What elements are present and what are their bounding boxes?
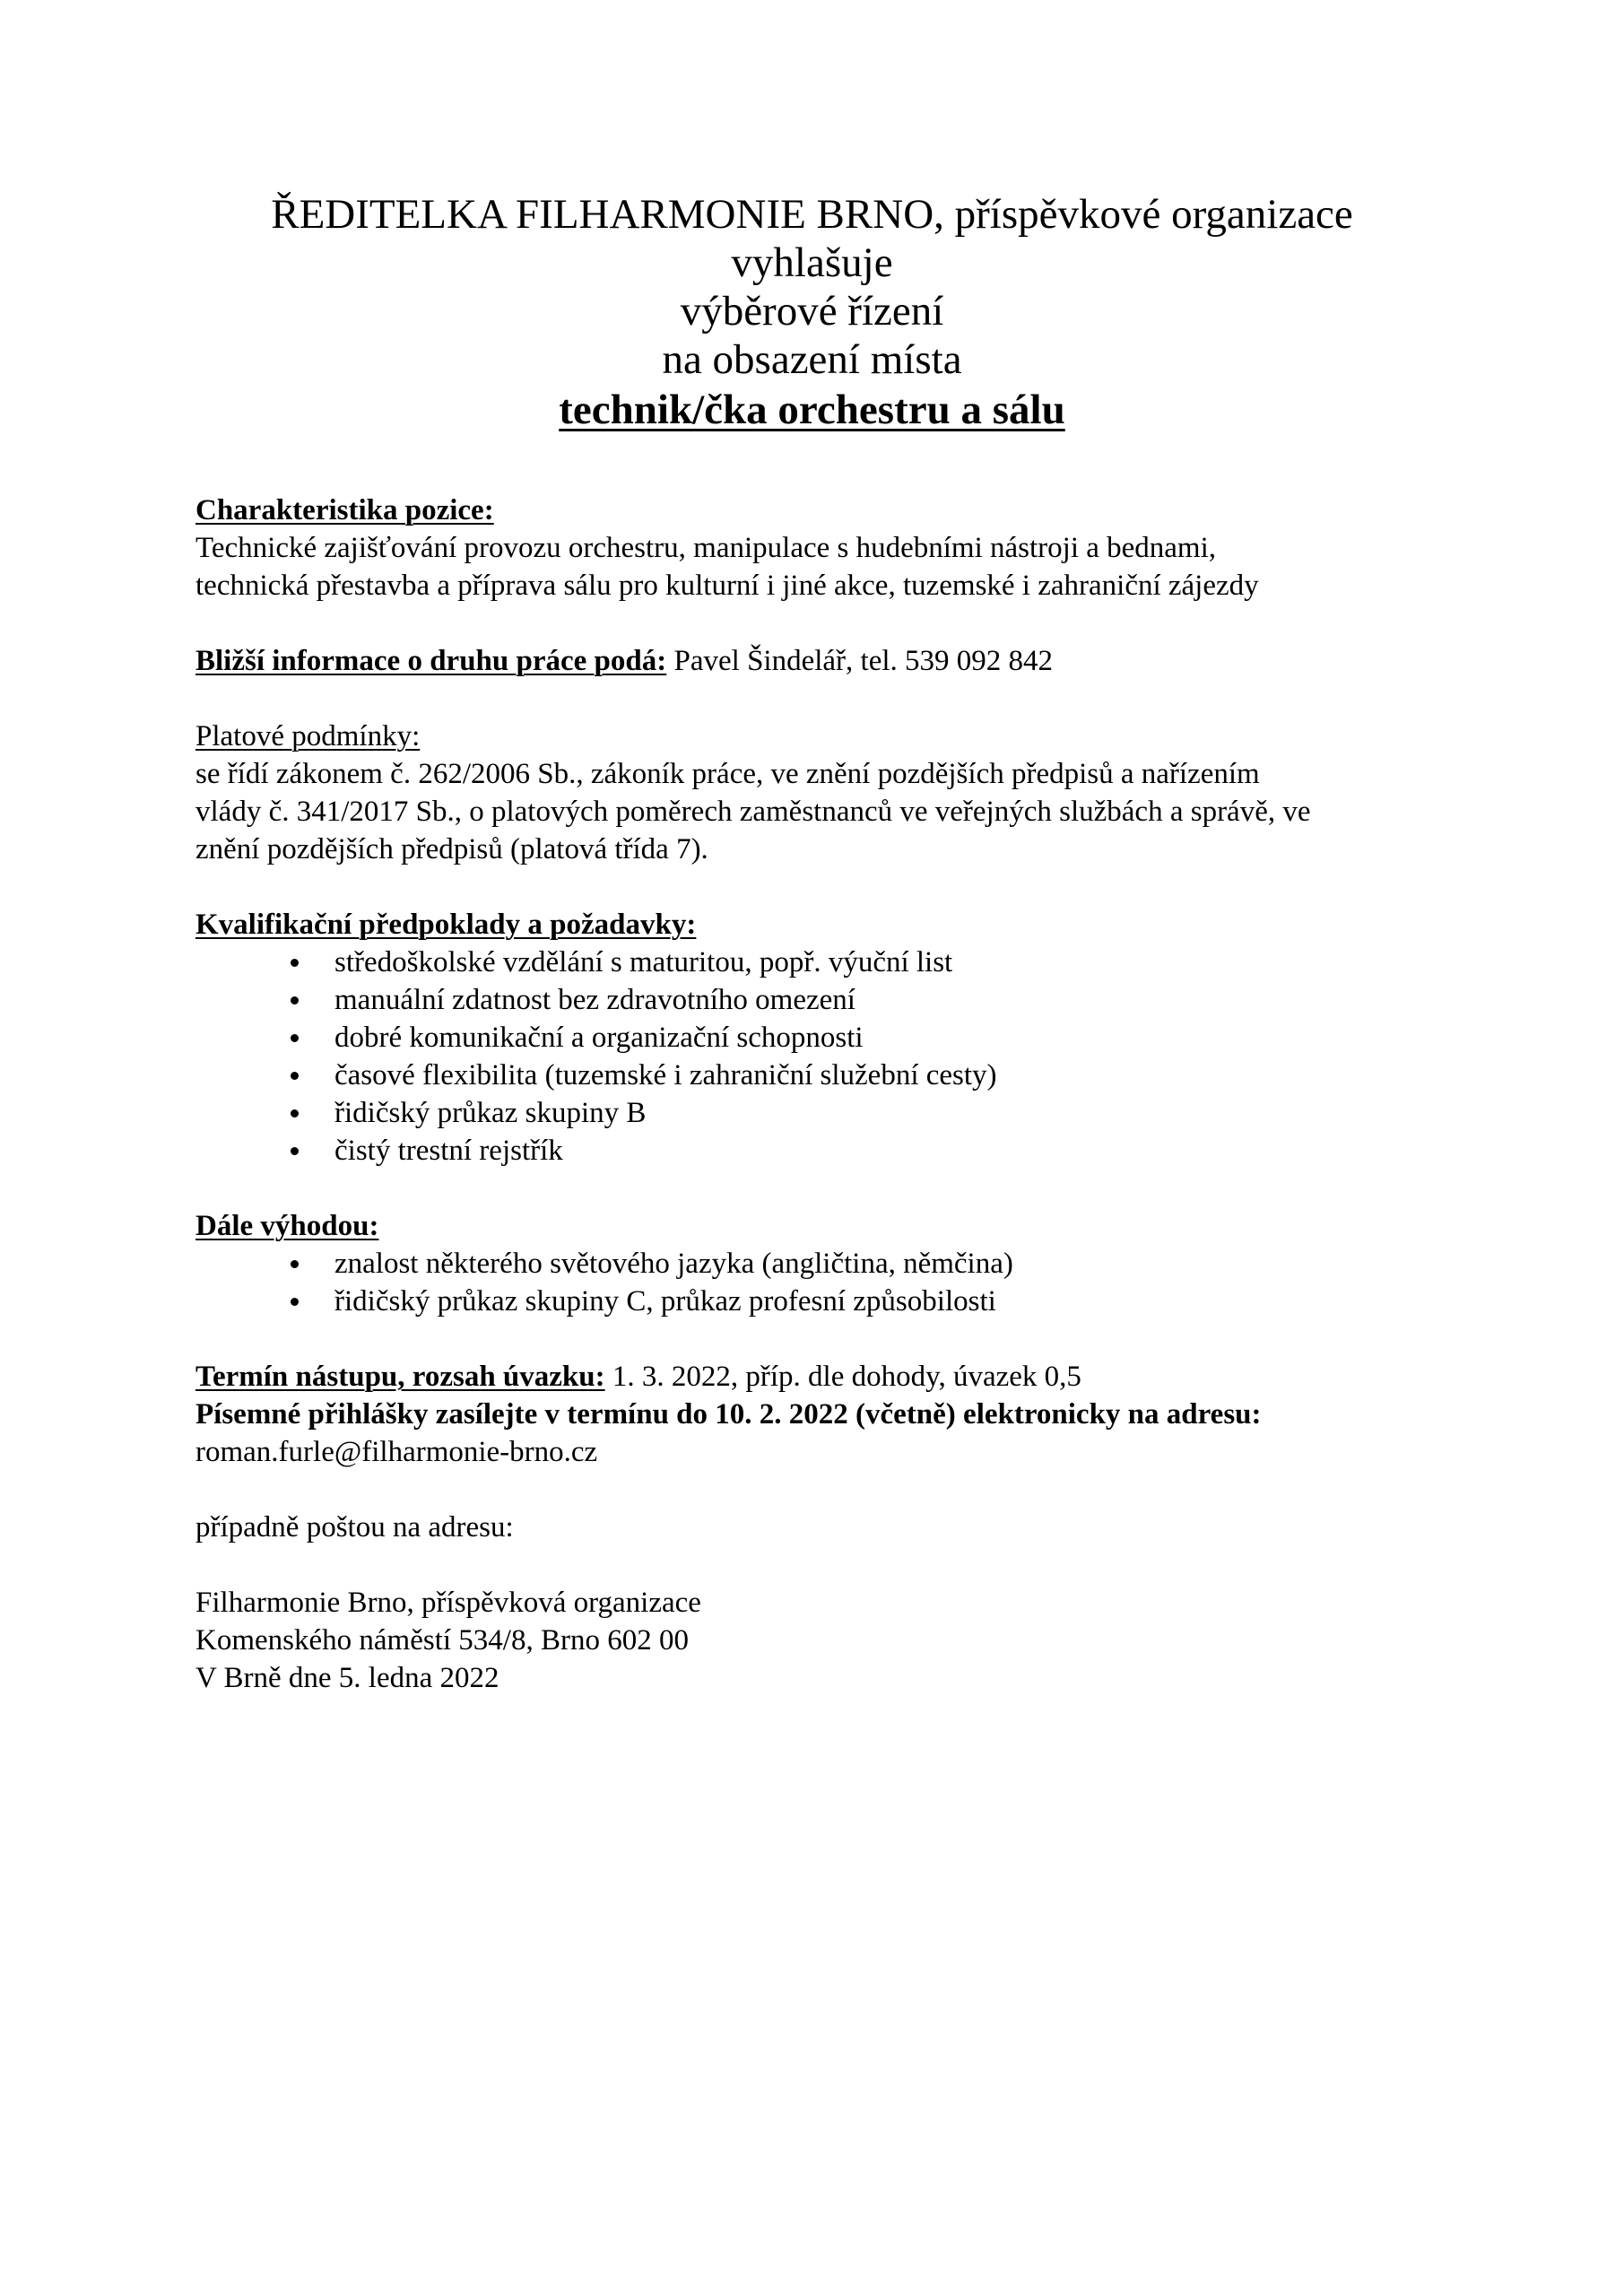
- bullet-icon: [291, 1147, 299, 1155]
- list-item: řidičský průkaz skupiny C, průkaz profesní způsobilosti: [195, 1283, 1469, 1320]
- characteristics-line-1: Technické zajišťování provozu orchestru, manipulace s hudebními nástroji a bednami,: [195, 532, 1217, 564]
- postal-organization: Filharmonie Brno, příspěvková organizace: [195, 1587, 701, 1619]
- list-item: čistý trestní rejstřík: [195, 1132, 1469, 1170]
- list-item: manuální zdatnost bez zdravotního omezení: [195, 981, 1469, 1019]
- document-body: [195, 491, 1469, 1697]
- spacer: [195, 868, 1469, 906]
- salary-line-3: znění pozdějších předpisů (platová třída 7).: [195, 833, 708, 865]
- requirements-list: [195, 944, 1469, 1170]
- spacer: [195, 1320, 1469, 1358]
- header-organization: ŘEDITELKA FILHARMONIE BRNO, příspěvkové organizace: [271, 191, 1353, 238]
- document-date: V Brně dne 5. ledna 2022: [195, 1662, 499, 1694]
- bullet-icon: [291, 1260, 299, 1268]
- advantages-section: [195, 1207, 1469, 1320]
- contact-heading: Bližší informace o druhu práce podá:: [195, 645, 667, 677]
- advantages-heading: Dále výhodou:: [195, 1210, 379, 1242]
- bullet-icon: [291, 996, 299, 1004]
- spacer: [195, 680, 1469, 718]
- postal-section: [195, 1509, 1469, 1697]
- salary-line-1: se řídí zákonem č. 262/2006 Sb., zákoník práce, ve znění pozdějších předpisů a nařízením: [195, 758, 1260, 790]
- header-selection-procedure: výběrové řízení: [680, 288, 944, 335]
- postal-address: Komenského náměstí 534/8, Brno 602 00: [195, 1624, 689, 1657]
- advantages-list: [195, 1245, 1469, 1320]
- contact-text: Pavel Šindelář, tel. 539 092 842: [666, 645, 1054, 677]
- spacer: [195, 1471, 1469, 1509]
- header-position-intro: na obsazení místa: [662, 336, 962, 383]
- salary-line-2: vlády č. 341/2017 Sb., o platových poměrech zaměstnanců ve veřejných službách a správě, ve: [195, 796, 1311, 828]
- header-announces: vyhlašuje: [731, 239, 893, 286]
- list-item: dobré komunikační a organizační schopnosti: [195, 1019, 1469, 1057]
- salary-heading: Platové podmínky:: [195, 720, 421, 752]
- list-item: časové flexibilita (tuzemské i zahraniční služební cesty): [195, 1057, 1469, 1094]
- start-heading: Termín nástupu, rozsah úvazku:: [195, 1361, 605, 1393]
- terms-section: [195, 1358, 1469, 1471]
- list-item: řidičský průkaz skupiny B: [195, 1094, 1469, 1132]
- application-email: roman.furle@filharmonie-brno.cz: [195, 1436, 598, 1468]
- bullet-icon: [291, 1034, 299, 1042]
- characteristics-heading: Charakteristika pozice:: [195, 494, 494, 526]
- bullet-icon: [291, 1109, 299, 1118]
- bullet-icon: [291, 959, 299, 967]
- contact-section: [195, 642, 1469, 680]
- spacer: [195, 1170, 1469, 1207]
- list-item: středoškolské vzdělání s maturitou, popř. výuční list: [195, 944, 1469, 981]
- start-text: 1. 3. 2022, příp. dle dohody, úvazek 0,5: [604, 1361, 1081, 1393]
- characteristics-section: [195, 491, 1469, 604]
- bullet-icon: [291, 1298, 299, 1306]
- requirements-section: [195, 906, 1469, 1170]
- bullet-icon: [291, 1072, 299, 1080]
- list-item: znalost některého světového jazyka (angličtina, němčina): [195, 1245, 1469, 1283]
- postal-intro: případně poštou na adresu:: [195, 1511, 514, 1544]
- requirements-heading: Kvalifikační předpoklady a požadavky:: [195, 909, 697, 941]
- characteristics-line-2: technická přestavba a příprava sálu pro kulturní i jiné akce, tuzemské i zahraniční zájezdy: [195, 570, 1259, 602]
- spacer: [195, 604, 1469, 642]
- spacer: [195, 1546, 1469, 1584]
- application-deadline: Písemné přihlášky zasílejte v termínu do 10. 2. 2022 (včetně) elektronicky na adresu:: [195, 1398, 1262, 1431]
- announcement-header: [0, 190, 1624, 434]
- salary-section: [195, 718, 1469, 868]
- position-title: technik/čka orchestru a sálu: [559, 387, 1065, 433]
